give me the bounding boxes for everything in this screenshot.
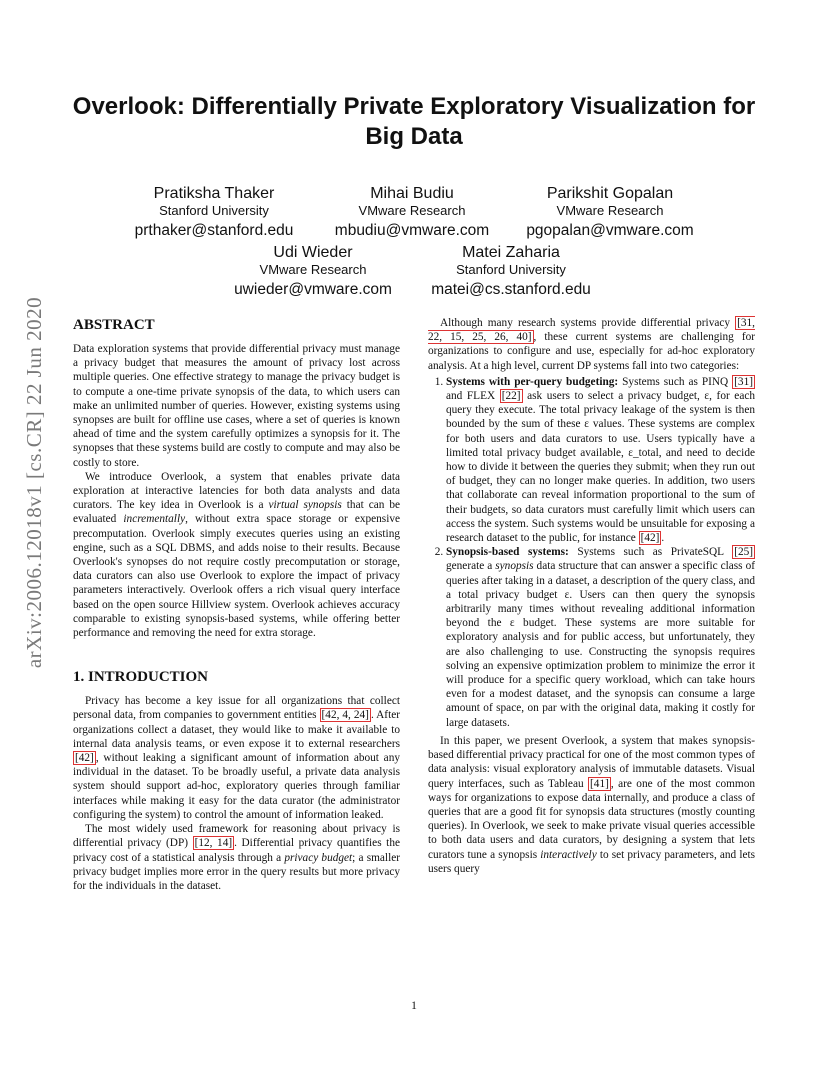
- author-email: matei@cs.stanford.edu: [431, 281, 591, 298]
- citation-link[interactable]: [12, 14]: [194, 837, 233, 850]
- abstract-heading: ABSTRACT: [73, 317, 155, 333]
- author-email: prthaker@stanford.edu: [134, 222, 294, 239]
- citation-link[interactable]: [41]: [590, 777, 609, 790]
- category-synopsis-based: 2. Synopsis-based systems: Systems such as PrivateSQL [25] generate a synopsis data structure that can answer a specific class of queries after taking in a dataset, a description of the query class, and a total privacy budget ε. Users can then query the synopsis arbitrarily many times without revealing additional information beyond the ε budget. These systems are more suitable for exploratory analysis and for public access, but unfortunately, they are also challenging to use. Constructing the synopsis requires solving an expensive optimization problem to minimize the error it will produce for a specific query workload, which can take hours even for a modest dataset, and the synopsis can consume a large amount of space, on par with the original data, making it costly for large datasets.: [446, 545, 755, 730]
- author-block-3: [500, 184, 720, 242]
- citation-link[interactable]: [42]: [640, 532, 660, 545]
- arxiv-identifier: arXiv:2006.12018v1 [cs.CR] 22 Jun 2020: [22, 296, 47, 668]
- page-number: 1: [411, 1000, 417, 1012]
- paper-title: Overlook: Differentially Private Exploratory Visualization for Big Data: [72, 93, 756, 150]
- category-per-query-budgeting: 1. Systems with per-query budgeting: Systems such as PINQ [31] and FLEX [22] ask users to select a privacy budget, ε, for each query they execute. The total privacy leakage of the system is then bounded by the sum of these ε values. These systems are complex for both users and data curators to use. Users typically have a limited total privacy budget available, ε_total, and need to decide how to divide it between the queries they submit; when they run out of budget, they can no longer make queries. In addition, two users that collaborate can reveal information proportional to the sum of their budgets, so data curators must carefully limit which users can access the system. Such systems would be unsuitable for exposing a research dataset to the public, for instance [42] .: [446, 375, 755, 545]
- right-column: [428, 316, 755, 876]
- citation-link[interactable]: [25]: [734, 546, 754, 559]
- author-email: mbudiu@vmware.com: [334, 222, 490, 239]
- author-name: Udi Wieder: [273, 244, 353, 261]
- author-affiliation: Stanford University: [159, 203, 269, 218]
- citation-link[interactable]: [42, 4, 24]: [321, 709, 369, 722]
- emphasis: privacy budget: [284, 851, 353, 864]
- author-affiliation: VMware Research: [556, 203, 664, 218]
- author-block-2: [302, 184, 522, 242]
- abstract-paragraph-1: Data exploration systems that provide differential privacy must manage a privacy budget that measures the amount of privacy lost across multiple queries. One effective strategy to manage the privacy budget is to compute a one-time private synopsis of the data, to which users can make an unlimited number of queries. However, existing systems using synopses are built for offline use cases, where a set of queries is known ahead of time and the system carefully optimizes a synopsis for it. The synopses that these systems build are costly to compute and may also be costly to store.: [73, 343, 400, 469]
- abstract-paragraph-2: We introduce Overlook, a system that enables private data exploration at interactive latencies for both data analysts and data curators. The key idea in Overlook is a virtual synopsis that can be evaluated incrementally, without extra space storage or expensive precomputation. Overlook simply executes queries using an existing engine, such as a SQL DBMS, and adds noise to their results. Because Overlook's synopses do not require costly precomputation or storage, data curators can also use Overlook to explore the impact of privacy parameters interactively. Overlook offers a rich visual query interface based on the open source Hillview system. Overlook achieves accuracy comparable to existing synopsis-based systems, while offering better performance and removing the need for extra storage.: [73, 470, 401, 640]
- intro-paragraph-2: The most widely used framework for reasoning about privacy is differential privacy (DP) [12, 14] . Differential privacy quantifies the privacy cost of a statistical analysis through a privacy budget; a smaller privacy budget implies more error in the query results but more privacy for the individuals in the dataset.: [73, 823, 400, 892]
- author-block-5: [401, 243, 621, 301]
- dp-system-categories: [428, 375, 755, 730]
- right-paragraph-2: In this paper, we present Overlook, a system that makes synopsis-based differential privacy practical for one of the most common types of data analysis: visual exploratory analysis of immutable datasets. Visual query interfaces, such as Tableau [41] , are one of the most common ways for organizations to expose data internally, and produce a class of queries that are a good fit for synopsis data structures (mostly counting queries). In Overlook, we seek to make private visual queries accessible to both data users and data curators, by designing a system that lets curators tune a synopsis interactively to set privacy parameters, and lets users query: [428, 734, 756, 875]
- author-name: Pratiksha Thaker: [153, 185, 275, 202]
- author-email: uwieder@vmware.com: [234, 281, 392, 298]
- author-email: pgopalan@vmware.com: [526, 222, 694, 239]
- author-name: Parikshit Gopalan: [546, 185, 674, 202]
- author-name: Matei Zaharia: [462, 244, 560, 261]
- right-paragraph-1: Although many research systems provide differential privacy [31, 22, 15, 25, 26, 40] , these current systems are challenging for organizations to configure and use, especially for ad-hoc exploratory analysis. At a high level, current DP systems fall into two categories:: [428, 317, 755, 372]
- emphasis: interactively: [540, 848, 597, 861]
- citation-link[interactable]: [31]: [734, 375, 753, 388]
- author-affiliation: VMware Research: [358, 203, 466, 218]
- citation-link[interactable]: [31, 22, 15, 25, 26, 40]: [428, 317, 755, 344]
- author-affiliation: VMware Research: [259, 262, 367, 277]
- author-block-4: [203, 243, 423, 301]
- introduction-heading: 1. INTRODUCTION: [73, 669, 209, 686]
- author-affiliation: Stanford University: [456, 262, 566, 277]
- author-block-1: [104, 184, 324, 242]
- citation-link[interactable]: [42]: [75, 752, 94, 765]
- intro-paragraph-1: Privacy has become a key issue for all organizations that collect personal data, from companies to government entities [42, 4, 24] . After organizations collect a dataset, they would like to make it available to internal data analysis teams, or even expose it to external researchers [42] , without leaking a significant amount of information about any individual in the dataset. To be broadly useful, a private data analysis system should support ad-hoc, exploratory queries through familiar interfaces while making it easy for the data curator (the administrator configuring the system) to control the amount of information leaked.: [73, 695, 400, 821]
- arxiv-stamp: [22, 292, 48, 672]
- emphasis: synopsis: [495, 560, 534, 573]
- left-column: [73, 316, 400, 893]
- emphasis: virtual synopsis: [268, 499, 342, 512]
- author-name: Mihai Budiu: [370, 185, 454, 202]
- emphasis: incrementally: [123, 513, 186, 526]
- citation-link[interactable]: [22]: [501, 390, 521, 403]
